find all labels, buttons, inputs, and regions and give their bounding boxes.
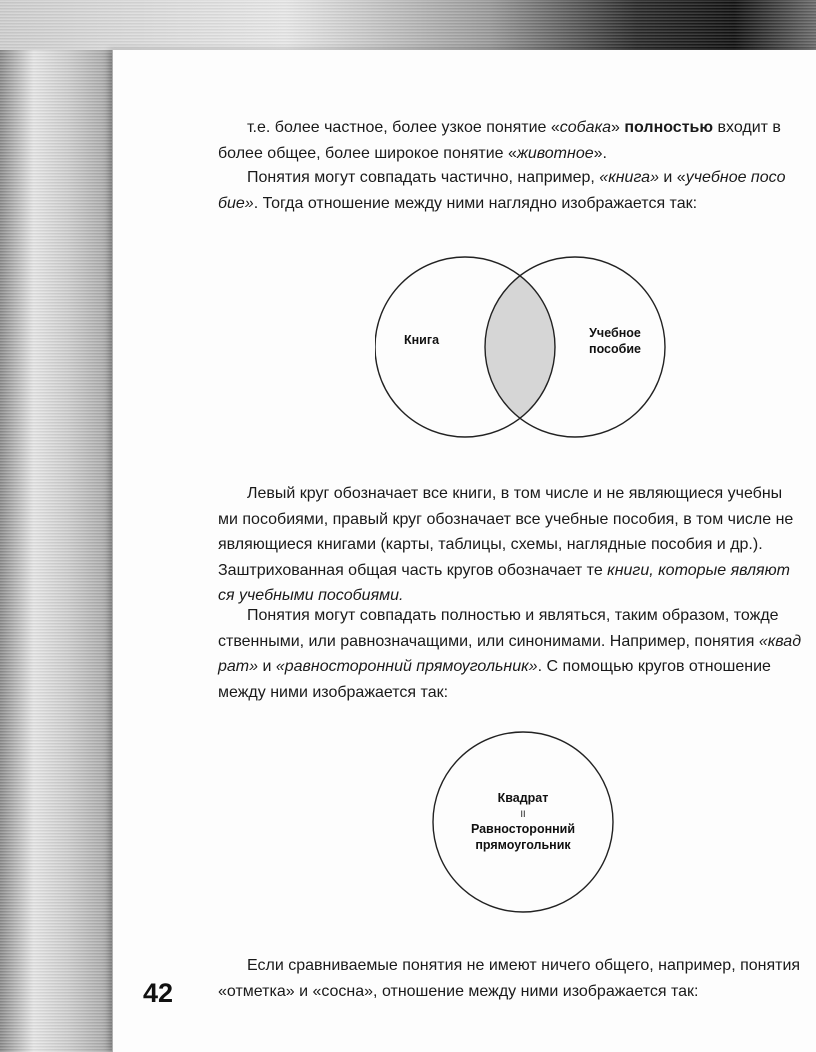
- text-line: ми пособиями, правый круг обозначает все учебные пособия, в том числе не: [218, 510, 794, 528]
- text-line: Понятия могут совпадать частично, например, «книга» и «учебное посо: [247, 169, 786, 186]
- text-line: между ними изображается так:: [218, 683, 449, 701]
- text-line: Заштрихованная общая часть кругов обозначает те книги, которые являют: [218, 561, 790, 579]
- identity-circle-diagram: [431, 730, 615, 914]
- text-line: Левый круг обозначает все книги, в том числе и не являющиеся учебны: [247, 485, 783, 502]
- book-page: [112, 50, 816, 1052]
- venn-label-right-1: Учебное: [589, 326, 641, 340]
- text-line: «отметка» и «сосна», отношение между ними изображается так:: [218, 982, 699, 1000]
- paragraph-no-overlap: [218, 953, 816, 1004]
- identity-label-equilateral: Равносторонний: [470, 822, 576, 836]
- text-line: ся учебными пособиями.: [218, 587, 404, 605]
- paragraph-full-overlap: [218, 603, 816, 705]
- venn-label-left: Книга: [404, 333, 440, 347]
- text-line: Понятия могут совпадать полностью и являться, таким образом, тожде: [247, 607, 779, 624]
- paragraph-venn-explanation: [218, 481, 816, 609]
- text-line: т.е. более частное, более узкое понятие «собака» полностью входит в: [247, 119, 781, 136]
- identity-label-square: Квадрат: [497, 791, 549, 805]
- text-line: более общее, более широкое понятие «животное».: [218, 144, 607, 162]
- identity-separator: II: [520, 809, 526, 819]
- text-line: бие». Тогда отношение между ними наглядно изображается так:: [218, 194, 698, 212]
- page-number: 42: [143, 978, 174, 1008]
- venn-label-right-2: пособие: [589, 342, 641, 356]
- identity-label-rectangle: прямоугольник: [475, 838, 571, 852]
- background-top-edge: [0, 0, 816, 50]
- text-line: ственными, или равнозначащими, или синонимами. Например, понятия «квад: [218, 632, 802, 650]
- paragraph-partial-overlap: [218, 165, 816, 216]
- venn-diagram-partial: [375, 248, 675, 448]
- text-line: являющиеся книгами (карты, таблицы, схемы, наглядные пособия и др.).: [218, 536, 763, 554]
- paragraph-dog-animal: [218, 115, 816, 166]
- text-line: Если сравниваемые понятия не имеют ничего общего, например, понятия: [247, 957, 801, 974]
- background-left-edge: [0, 0, 112, 1052]
- text-line: рат» и «равносторонний прямоугольник». С помощью кругов отношение: [218, 658, 771, 676]
